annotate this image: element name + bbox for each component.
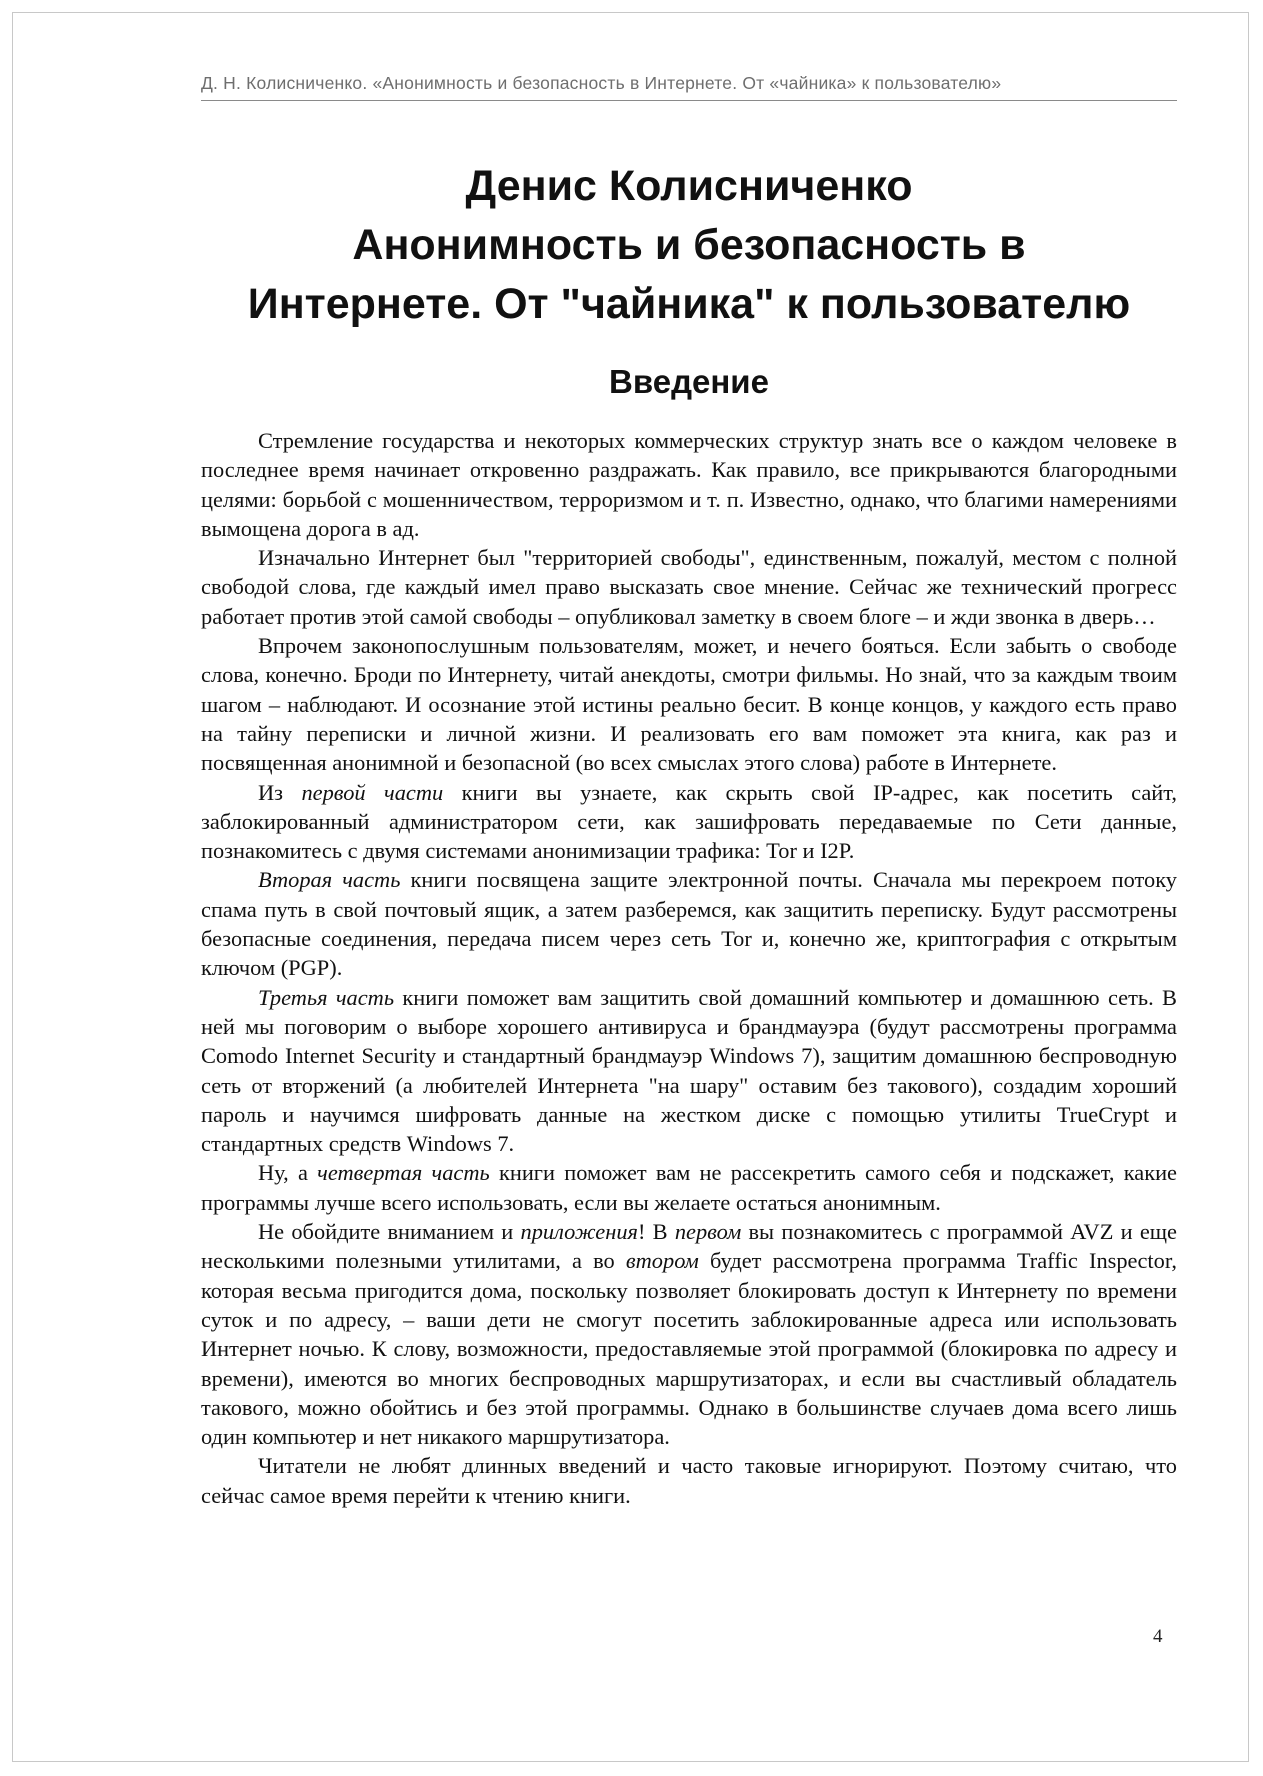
p8-text-c: вы познакомитесь с программой AVZ и еще несколькими полезными утилитами, а во <box>201 1219 1177 1274</box>
paragraph-2: Изначально Интернет был "территорией свободы", единственным, пожалуй, местом с полной свободой слова, где каждый имел право высказать свое мнение. Сейчас же технический прогресс работает против этой самой свободы – опубликовал заметку в своем блоге – и жди звонка в дверь… <box>201 545 1177 629</box>
book-title <box>201 157 1177 334</box>
p5-emphasis-1: Вторая часть <box>258 867 401 893</box>
p8-emphasis-2: первом <box>674 1219 742 1245</box>
p6-text-a: книги поможет вам защитить свой домашний компьютер и домашнюю сеть. В ней мы поговорим о выборе хорошего антивируса и брандмауэра (будут рассмотрены программа Comodo Internet Security и стандартный брандмауэр Windows 7), защитим домашнюю беспроводную сеть от вторжений (а любителей Интернета "на шару" оставим без такового), создадим хороший пароль и научимся шифровать данные на жестком диске с помощью утилиты TrueCrypt и стандартных средств Windows 7. <box>201 984 1177 1157</box>
paragraph-6 <box>201 983 1177 1159</box>
title-author-line: Денис Колисниченко <box>465 162 913 210</box>
paragraph-8 <box>201 1217 1177 1451</box>
title-line-2: Анонимность и безопасность в <box>352 221 1026 269</box>
body-text <box>201 426 1177 1510</box>
paragraph-7 <box>201 1158 1177 1217</box>
p5-text-a: книги посвящена защите электронной почты. Сначала мы перекроем потоку спама путь в свой почтовый ящик, а затем разберемся, как защитить переписку. Будут рассмотрены безопасные соединения, передача писем через сеть Tor и, конечно же, криптография с открытым ключом (PGP). <box>201 867 1177 981</box>
p8-text-b: ! В <box>637 1219 675 1245</box>
p6-emphasis-1: Третья часть <box>258 984 395 1010</box>
paragraph-4 <box>201 778 1177 866</box>
p4-text-a: Из <box>258 779 302 805</box>
page-number: 4 <box>1153 1626 1163 1647</box>
paragraph-5 <box>201 865 1177 982</box>
p7-text-a: Ну, а <box>258 1160 318 1186</box>
p4-text-b: книги вы узнаете, как скрыть свой IP-адрес, как посетить сайт, заблокированный администратором сети, как зашифровать передаваемые по Сети данные, познакомитесь с двумя системами анонимизации трафика: Tor и I2P. <box>201 779 1177 864</box>
p8-text-d: будет рассмотрена программа Traffic Inspector, которая весьма пригодится дома, поскольку позволяет блокировать доступ к Интернету по времени суток и по адресу, – ваши дети не смогут посетить заблокированные адреса или использовать Интернет ночью. К слову, возможности, предоставляемые этой программой (блокировка по адресу и времени), имеются во многих беспроводных маршрутизаторах, и если вы счастливый обладатель такового, можно обойтись и без этой программы. Однако в большинстве случаев дома всего лишь один компьютер и нет никакого маршрутизатора. <box>201 1248 1177 1450</box>
section-heading: Введение <box>609 363 769 400</box>
p7-emphasis-1: четвертая часть <box>317 1160 490 1186</box>
p7-text-b: книги поможет вам не рассекретить самого себя и подскажет, какие программы лучше всего использовать, если вы желаете остаться анонимным. <box>201 1160 1177 1215</box>
title-line-3: Интернете. От "чайника" к пользователю <box>247 280 1131 328</box>
page-content <box>201 73 1177 1510</box>
p4-emphasis-1: первой части <box>301 779 444 805</box>
document-page <box>12 12 1249 1762</box>
p8-text-a: Не обойдите вниманием и <box>258 1219 521 1245</box>
paragraph-3: Впрочем законопослушным пользователям, может, и нечего бояться. Если забыть о свободе слова, конечно. Броди по Интернету, читай анекдоты, смотри фильмы. Но знай, что за каждым твоим шагом – наблюдают. И осознание этой истины реально бесит. В конце концов, у каждого есть право на тайну переписки и личной жизни. И реализовать его вам поможет эта книга, как раз и посвященная анонимной и безопасной (во всех смыслах этого слова) работе в Интернете. <box>201 633 1177 776</box>
running-header: Д. Н. Колисниченко. «Анонимность и безопасность в Интернете. От «чайника» к пользователю» <box>201 73 1177 101</box>
paragraph-1: Стремление государства и некоторых коммерческих структур знать все о каждом человеке в последнее время начинает откровенно раздражать. Как правило, все прикрываются благородными целями: борьбой с мошенничеством, терроризмом и т. п. Известно, однако, что благими намерениями вымощена дорога в ад. <box>201 428 1177 541</box>
p8-emphasis-3: втором <box>625 1248 699 1274</box>
p8-emphasis-1: приложения <box>520 1219 638 1245</box>
paragraph-9: Читатели не любят длинных введений и часто таковые игнорируют. Поэтому считаю, что сейчас самое время перейти к чтению книги. <box>201 1453 1177 1508</box>
